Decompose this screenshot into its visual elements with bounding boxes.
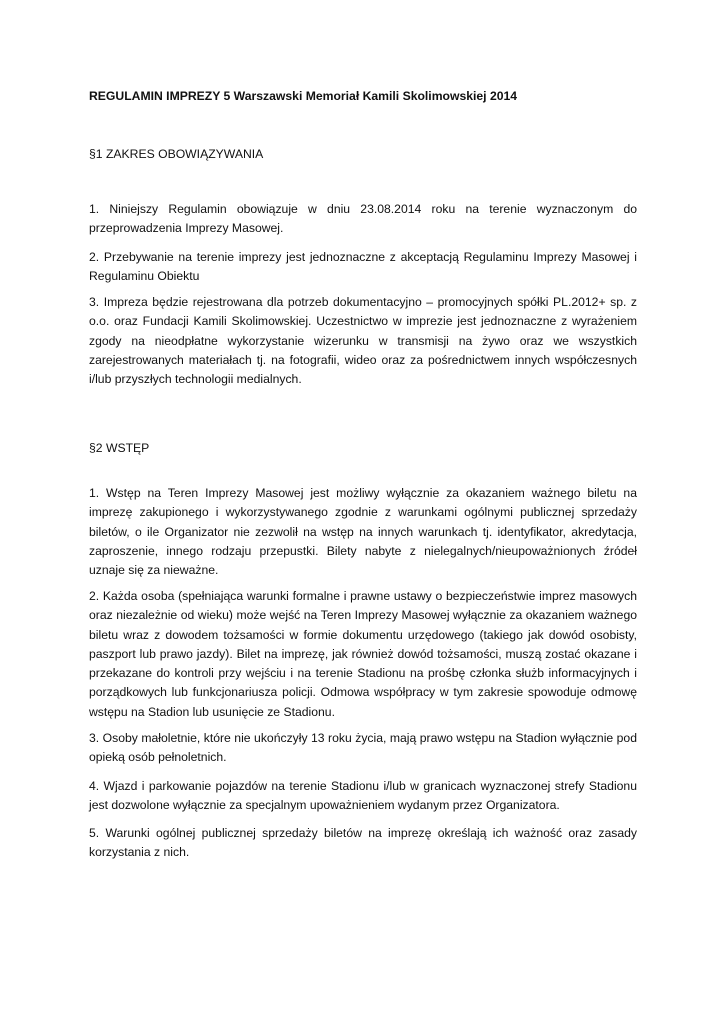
section-2-paragraph-5: 5. Warunki ogólnej publicznej sprzedaży biletów na imprezę określają ich ważność oraz zasady korzystania z nich. [89, 826, 637, 860]
section-2-paragraph-1: 1. Wstęp na Teren Imprezy Masowej jest możliwy wyłącznie za okazaniem ważnego biletu na imprezę zakupionego i wykorzystywanego zgodnie z warunkami ogólnymi publicznej sprzedaży biletów, o ile Organizator nie zezwolił na wstęp na innych warunkach tj. identyfikator, akredytacja, zaproszenie, innego rodzaju przepustki. Bilety nabyte z nielegalnych/nieupoważnionych źródeł uznaje się za nieważne. [89, 486, 637, 578]
section-2-paragraph-4: 4. Wjazd i parkowanie pojazdów na terenie Stadionu i/lub w granicach wyznaczonej strefy Stadionu jest dozwolone wyłącznie za specjalnym upoważnieniem wydanym przez Organizatora. [89, 779, 637, 813]
section-heading-scope: §1 ZAKRES OBOWIĄZYWANIA [89, 147, 264, 161]
document-title: REGULAMIN IMPREZY 5 Warszawski Memoriał Kamili Skolimowskiej 2014 [89, 89, 518, 103]
section-1-paragraph-3: 3. Impreza będzie rejestrowana dla potrzeb dokumentacyjno – promocyjnych spółki PL.2012+ sp. z o.o. oraz Fundacji Kamili Skolimowskiej. Uczestnictwo w imprezie jest jednoznaczne z wyrażeniem zgody na nieodpłatne wykorzystanie wizerunku w transmisji na żywo oraz we wszystkich zarejestrowanych materiałach tj. na fotografii, wideo oraz za pośrednictwem innych współczesnych i/lub przyszłych technologii medialnych. [89, 295, 637, 387]
section-2-paragraph-2: 2. Każda osoba (spełniająca warunki formalne i prawne ustawy o bezpieczeństwie imprez masowych oraz niezależnie od wieku) może wejść na Teren Imprezy Masowej wyłącznie za okazaniem ważnego biletu wraz z dowodem tożsamości w formie dokumentu urzędowego (takiego jak dowód osobisty, paszport lub prawo jazdy). Bilet na imprezę, jak również dowód tożsamości, muszą zostać okazane i przekazane do kontroli przy wejściu i na terenie Stadionu na prośbę członka służb informacyjnych i porządkowych lub funkcjonariusza policji. Odmowa współpracy w tym zakresie spowoduje odmowę wstępu na Stadion lub usunięcie ze Stadionu. [89, 589, 637, 719]
section-1-paragraph-1: 1. Niniejszy Regulamin obowiązuje w dniu 23.08.2014 roku na terenie wyznaczonym do przeprowadzenia Imprezy Masowej. [89, 202, 637, 236]
section-2-paragraph-3: 3. Osoby małoletnie, które nie ukończyły 13 roku życia, mają prawo wstępu na Stadion wyłącznie pod opieką osób pełnoletnich. [89, 731, 637, 765]
document-page [89, 0, 637, 1024]
section-heading-entry: §2 WSTĘP [89, 441, 150, 455]
section-1-paragraph-2: 2. Przebywanie na terenie imprezy jest jednoznaczne z akceptacją Regulaminu Imprezy Masowej i Regulaminu Obiektu [89, 250, 637, 284]
